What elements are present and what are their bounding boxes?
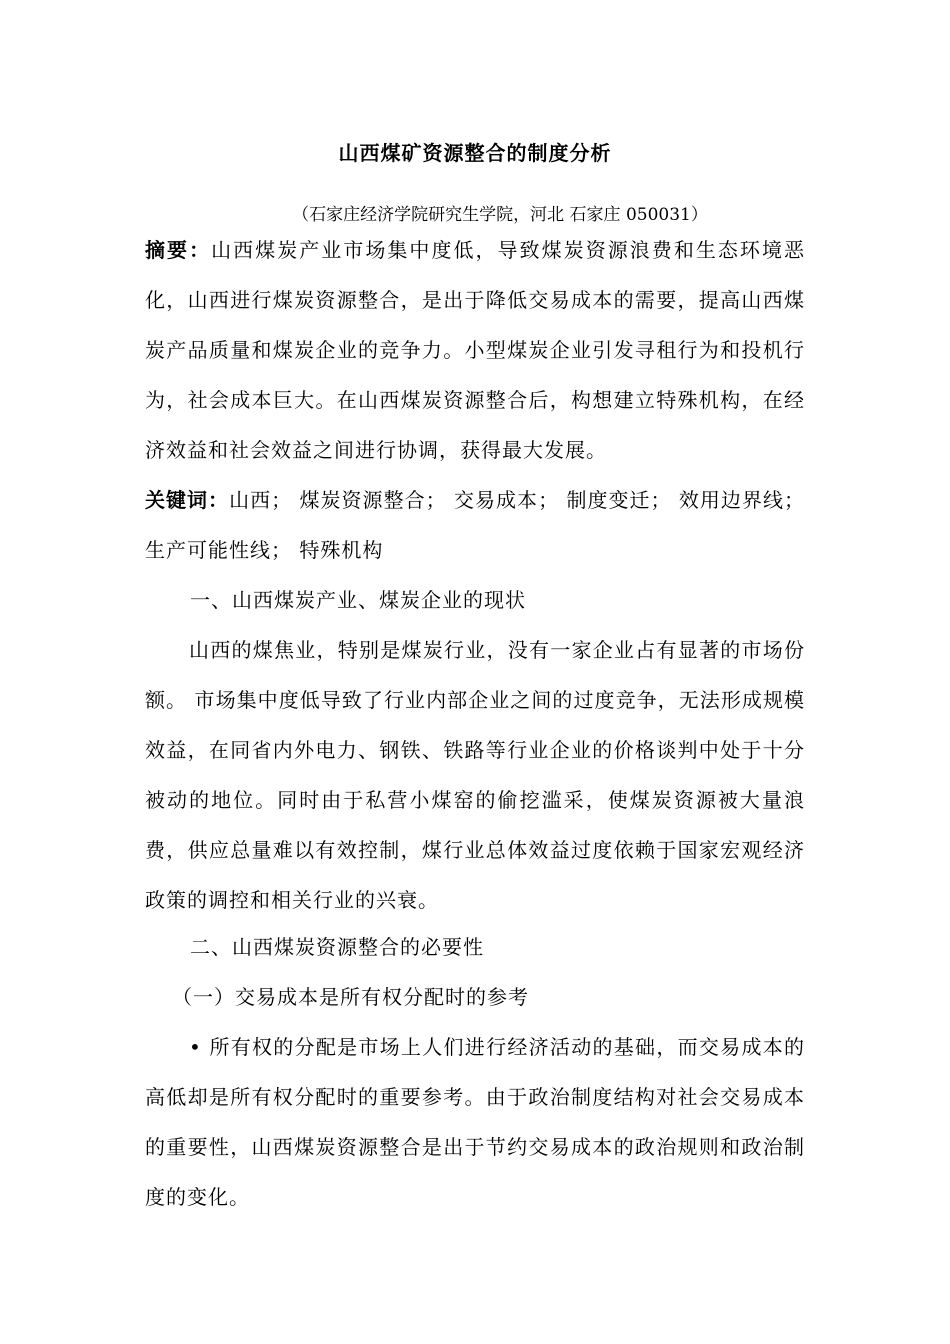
section-2-subheading: （一）交易成本是所有权分配时的参考 bbox=[172, 985, 529, 1009]
document-title: 山西煤矿资源整合的制度分析 bbox=[338, 141, 612, 165]
keywords-text: 山西； 煤炭资源整合； 交易成本； 制度变迁； 效用边界线； 生产可能性线； 特殊机构 bbox=[145, 488, 805, 562]
keywords-label: 关键词： bbox=[145, 488, 230, 512]
section-1-paragraph: 山西的煤焦业，特别是煤炭行业，没有一家企业占有显著的市场份额。 市场集中度低导致了行业内部企业之间的过度竞争，无法形成规模效益，在同省内外电力、钢铁、铁路等行业企业的价格谈判中处于十分被动的地位。同时由于私营小煤窑的偷挖滥采，使煤炭资源被大量浪费，供应总量难以有效控制，煤行业总体效益过度依赖于国家宏观经济政策的调控和相关行业的兴衰。 bbox=[145, 638, 805, 912]
abstract-text: 山西煤炭产业市场集中度低，导致煤炭资源浪费和生态环境恶化，山西进行煤炭资源整合，是出于降低交易成本的需要，提高山西煤炭产品质量和煤炭企业的竞争力。小型煤炭企业引发寻租行为和投机行为，社会成本巨大。在山西煤炭资源整合后，构想建立特殊机构，在经济效益和社会效益之间进行协调，获得最大发展。 bbox=[145, 238, 806, 462]
author-affiliation: （石家庄经济学院研究生学院，河北 石家庄 050031） bbox=[292, 205, 708, 225]
keywords-block bbox=[145, 475, 805, 575]
abstract-block bbox=[145, 225, 805, 475]
section-2-paragraph-text: 所有权的分配是市场上人们进行经济活动的基础，而交易成本的高低却是所有权分配时的重要参考。由于政治制度结构对社会交易成本的重要性，山西煤炭资源整合是出于节约交易成本的政治规则和政治制度的变化。 bbox=[145, 1035, 806, 1209]
section-2-paragraph bbox=[145, 1022, 805, 1222]
bullet-marker: • bbox=[189, 1035, 202, 1059]
section-2-heading: 二、山西煤炭资源整合的必要性 bbox=[190, 935, 484, 959]
abstract-label: 摘要： bbox=[145, 238, 212, 262]
section-1-heading: 一、山西煤炭产业、煤炭企业的现状 bbox=[190, 588, 526, 612]
